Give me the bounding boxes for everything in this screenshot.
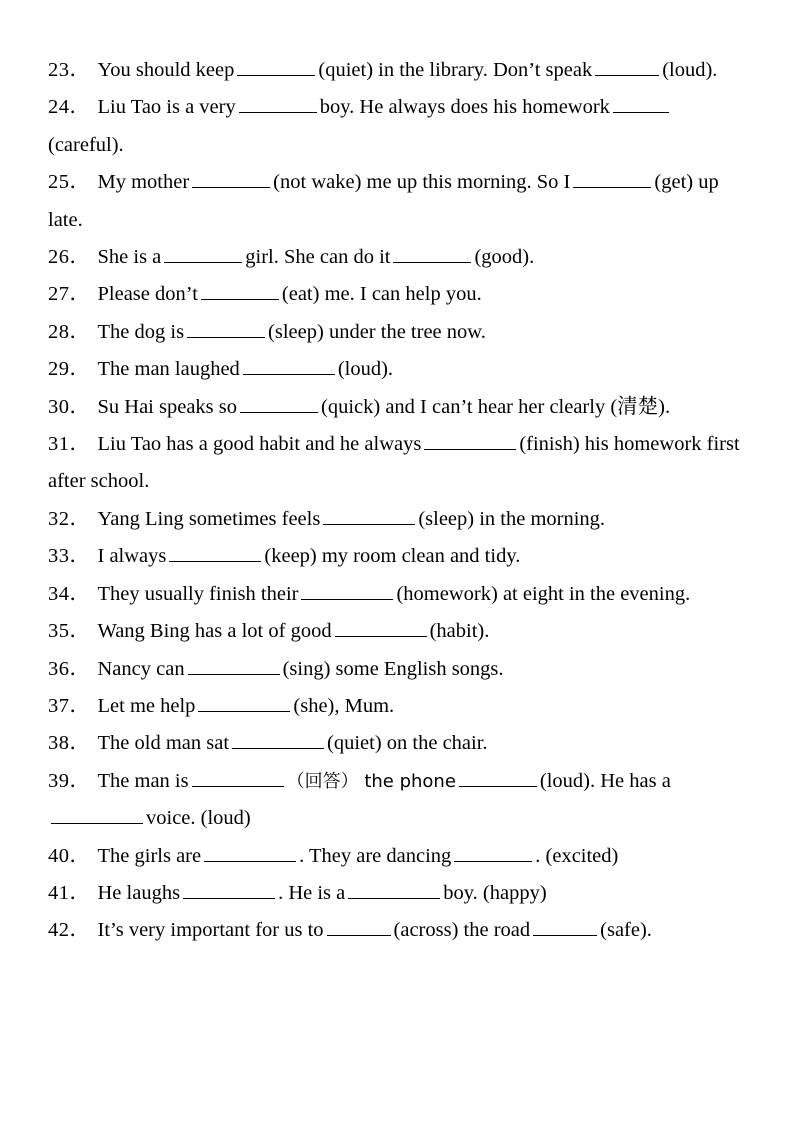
question-number: 27． <box>48 283 91 306</box>
question-number: 24． <box>48 96 91 119</box>
question-text-post: boy. (happy) <box>443 881 547 904</box>
question-number: 40． <box>48 844 91 867</box>
list-item <box>48 651 747 688</box>
list-item <box>48 875 747 912</box>
question-number: 26． <box>48 246 91 269</box>
question-text-pre: You should keep <box>97 59 235 81</box>
answer-blank[interactable] <box>335 617 427 637</box>
question-text-mid: (sing) some English songs. <box>282 657 504 680</box>
list-item <box>48 276 747 313</box>
list-item <box>48 912 747 949</box>
question-text-mid: (homework) at eight in the evening. <box>396 582 691 605</box>
answer-blank[interactable] <box>198 691 290 711</box>
question-text-mid: girl. She can do it <box>245 246 391 269</box>
exercise-list <box>48 52 747 950</box>
question-text-pre: Wang Bing has a lot of good <box>97 620 332 643</box>
list-item <box>48 426 747 501</box>
question-number: 39． <box>48 769 91 792</box>
answer-blank[interactable] <box>533 916 597 936</box>
question-number: 29． <box>48 358 91 381</box>
question-number: 41． <box>48 881 91 904</box>
list-item <box>48 239 747 276</box>
question-text-post: (loud). <box>662 59 718 81</box>
question-number: 35． <box>48 620 91 643</box>
list-item <box>48 838 747 875</box>
question-text-mid: (loud). <box>337 358 394 381</box>
question-number: 31． <box>48 433 91 456</box>
answer-blank[interactable] <box>192 766 284 786</box>
question-text-pre: Su Hai speaks so <box>97 395 238 418</box>
question-text-pre: My mother <box>97 171 190 194</box>
question-text-mid: (not wake) me up this morning. So I <box>273 171 571 194</box>
question-number: 36． <box>48 657 91 680</box>
question-number: 25． <box>48 171 91 194</box>
question-text-post: (safe). <box>600 919 652 942</box>
list-item <box>48 763 747 838</box>
question-text-pre: Let me help <box>97 694 196 717</box>
question-text-mid: (quick) and I can’t hear her clearly (清楚). <box>321 395 671 418</box>
answer-blank[interactable] <box>183 878 275 898</box>
answer-blank[interactable] <box>573 168 651 188</box>
question-text-pre: Please don’t <box>97 283 198 306</box>
answer-blank[interactable] <box>393 243 471 263</box>
answer-blank[interactable] <box>169 542 261 562</box>
question-text-pre: It’s very important for us to <box>97 919 324 942</box>
question-text-mid: . They are dancing <box>299 844 452 867</box>
list-item <box>48 314 747 351</box>
question-text-pre: Liu Tao is a very <box>97 96 236 119</box>
question-text-mid: boy. He always does his homework <box>319 96 610 119</box>
question-text-pre: The man laughed <box>97 358 240 381</box>
question-text-mid: （回答） the phone <box>286 770 456 792</box>
question-number: 34． <box>48 582 91 605</box>
answer-blank[interactable] <box>327 916 391 936</box>
question-number: 38． <box>48 732 91 755</box>
answer-blank[interactable] <box>301 579 393 599</box>
question-text-mid: (sleep) under the tree now. <box>268 320 486 343</box>
question-number: 32． <box>48 507 91 530</box>
answer-blank[interactable] <box>595 56 659 76</box>
question-text-mid: (quiet) in the library. Don’t speak <box>318 59 593 81</box>
question-text-mid: (keep) my room clean and tidy. <box>264 545 521 568</box>
answer-blank[interactable] <box>459 766 537 786</box>
list-item <box>48 576 747 613</box>
answer-blank[interactable] <box>348 878 440 898</box>
answer-blank[interactable] <box>164 243 242 263</box>
question-text-pre: Nancy can <box>97 657 185 680</box>
question-text-mid: (finish) his homework first after school. <box>48 433 740 493</box>
question-text-post: (careful). <box>48 133 124 156</box>
answer-blank[interactable] <box>243 355 335 375</box>
question-text-pre: He laughs <box>97 881 181 904</box>
question-text-pre: The girls are <box>97 844 202 867</box>
answer-blank[interactable] <box>454 841 532 861</box>
question-text-mid: . He is a <box>278 881 346 904</box>
list-item <box>48 351 747 388</box>
question-text-post: . (excited) <box>535 844 619 867</box>
question-number: 33． <box>48 545 91 568</box>
answer-blank[interactable] <box>192 168 270 188</box>
question-text-post: (get) up late. <box>48 171 719 231</box>
question-text-post: (loud). He has a <box>539 769 671 792</box>
question-number: 28． <box>48 320 91 343</box>
list-item <box>48 501 747 538</box>
question-text-pre: Yang Ling sometimes feels <box>97 507 321 530</box>
list-item <box>48 725 747 762</box>
question-text-mid: (eat) me. I can help you. <box>281 283 482 306</box>
list-item <box>48 389 747 426</box>
question-text-pre: The dog is <box>97 320 185 343</box>
answer-blank[interactable] <box>239 93 317 113</box>
question-text-mid: (quiet) on the chair. <box>327 732 488 755</box>
list-item <box>48 164 747 239</box>
question-text-tail: voice. (loud) <box>146 807 251 830</box>
answer-blank[interactable] <box>51 804 143 824</box>
question-number: 30． <box>48 395 91 418</box>
question-text-pre: I always <box>97 545 167 568</box>
answer-blank[interactable] <box>424 430 516 450</box>
question-number: 42． <box>48 919 91 942</box>
question-text-pre: The man is <box>97 769 189 792</box>
list-item <box>48 688 747 725</box>
list-item <box>48 52 747 89</box>
question-text-mid: (across) the road <box>393 919 531 942</box>
question-text-mid: (habit). <box>429 620 490 643</box>
answer-blank[interactable] <box>237 56 315 76</box>
list-item <box>48 89 747 164</box>
answer-blank[interactable] <box>187 317 265 337</box>
question-number: 23． <box>48 59 91 81</box>
question-text-pre: She is a <box>97 246 162 269</box>
answer-blank[interactable] <box>323 504 415 524</box>
answer-blank[interactable] <box>232 729 324 749</box>
answer-blank[interactable] <box>201 280 279 300</box>
question-text-mid: (she), Mum. <box>293 694 395 717</box>
question-text-post: (good). <box>474 246 535 269</box>
list-item <box>48 538 747 575</box>
answer-blank[interactable] <box>240 392 318 412</box>
question-text-mid: (sleep) in the morning. <box>418 507 606 530</box>
answer-blank[interactable] <box>613 93 669 113</box>
answer-blank[interactable] <box>188 654 280 674</box>
answer-blank[interactable] <box>204 841 296 861</box>
question-text-pre: They usually finish their <box>97 582 299 605</box>
question-text-pre: Liu Tao has a good habit and he always <box>97 433 422 456</box>
list-item <box>48 613 747 650</box>
question-number: 37． <box>48 694 91 717</box>
question-text-pre: The old man sat <box>97 732 230 755</box>
